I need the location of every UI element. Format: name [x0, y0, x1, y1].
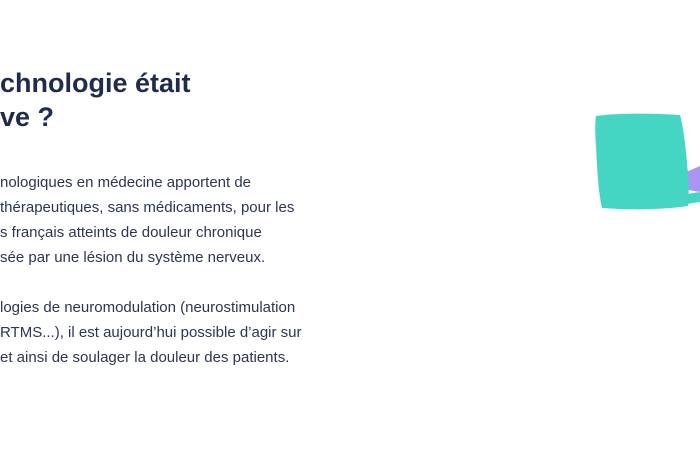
heading-line: ve ? — [0, 102, 55, 132]
teal-base-shape — [687, 192, 700, 204]
neuromodulation-paragraph — [0, 295, 360, 370]
paragraph-line: thérapeutiques, sans médicaments, pour les — [0, 199, 295, 216]
paragraph-line: sée par une lésion du système nerveux. — [0, 249, 266, 266]
paragraph-line: nologiques en médecine apportent de — [0, 174, 252, 191]
paragraph-line: s français atteints de douleur chronique — [0, 224, 262, 241]
teal-device-shape — [595, 114, 689, 210]
section-heading — [0, 66, 360, 134]
heading-line: chnologie était — [0, 68, 191, 98]
paragraph-line: RTMS...), il est aujourd’hui possible d’agir sur — [0, 324, 302, 341]
paragraph-line: et ainsi de soulager la douleur des patients. — [0, 349, 290, 366]
device-illustration-icon — [588, 110, 700, 220]
intro-paragraph — [0, 170, 360, 270]
paragraph-line: logies de neuromodulation (neurostimulation — [0, 299, 296, 316]
